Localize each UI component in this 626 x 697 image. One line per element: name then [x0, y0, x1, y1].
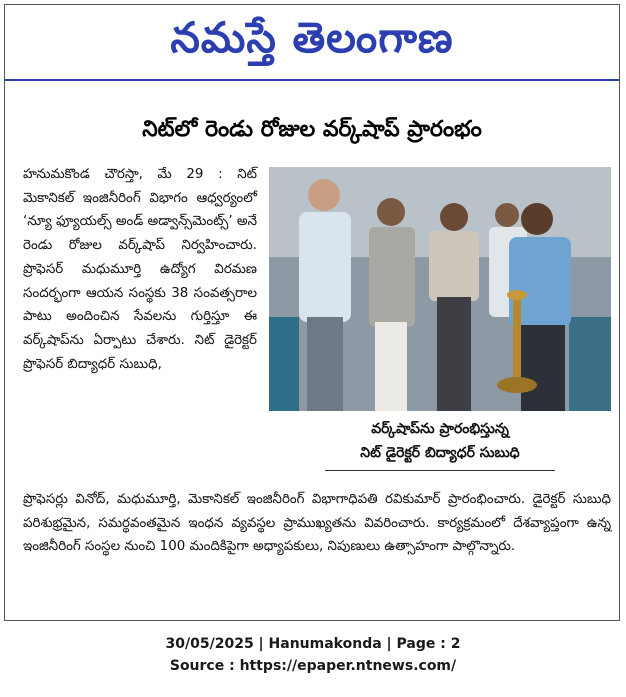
newspaper-clipping: [4, 4, 620, 621]
article-column: [23, 163, 257, 376]
footer-source: Source : https://epaper.ntnews.com/: [169, 658, 457, 674]
masthead-rule: [5, 79, 619, 81]
article-photo-image: [269, 167, 611, 411]
article-photo: [269, 167, 611, 411]
photo-caption-line1: వర్క్‌షాప్‌ను ప్రారంభిస్తున్న: [371, 421, 509, 437]
footer-meta: 30/05/2025 | Hanumakonda | Page : 2: [165, 636, 461, 652]
photo-caption: [269, 417, 611, 465]
masthead-title: నమస్తే తెలంగాణ: [170, 13, 454, 62]
article-headline: నిట్‌లో రెండు రోజుల వర్క్‌షాప్ ప్రారంభం: [142, 117, 482, 142]
caption-divider: [325, 470, 555, 471]
article-column-text: హనుమకొండ చౌరస్తా, మే 29 : నిట్ మెకానికల్ ఇంజినీరింగ్ విభాగం ఆధ్వర్యంలో ‘న్యూ ఫ్యూయల్స్ అండ్ అడ్వాన్స్‌మెంట్స్’ అనే రెండు రోజుల వర్క్‌షాప్ నిర్వహించారు. ప్రొఫెసర్ మధుమూర్తి ఉద్యోగ విరమణ సందర్భంగా ఆయన సంస్థకు 38 సంవత్సరాల పాటు అందించిన సేవలను గుర్తిస్తూ ఈ వర్క్‌షాప్‌ను ఏర్పాటు చేశారు. నిట్ డైరెక్టర్ ప్రొఫెసర్ బిద్యాధర్ సుబుధి,: [23, 167, 257, 372]
masthead: [5, 7, 619, 77]
article-full-width-paragraph: ప్రొఫెసర్లు వినోద్, మధుమూర్తి, మెకానికల్ ఇంజినీరింగ్ విభాగాధిపతి రవికుమార్ ప్రారంభించారు. డైరెక్టర్ సుబుధి పరిశుభ్రమైన, సమర్థవంతమైన ఇంధన వ్యవస్థల ప్రాముఖ్యతను వివరించారు. కార్యక్రమంలో దేశవ్యాప్తంగా ఉన్న ఇంజినీరింగ్ సంస్థల నుంచి 100 మందికిపైగా అధ్యాపకులు, నిపుణులు ఉత్సాహంగా పాల్గొన్నారు.: [23, 492, 611, 555]
article-full-width-text: [23, 488, 611, 559]
footer: [0, 633, 626, 677]
photo-caption-line2: నిట్ డైరెక్టర్ బిద్యాధర్ సుబుధి: [360, 445, 520, 461]
